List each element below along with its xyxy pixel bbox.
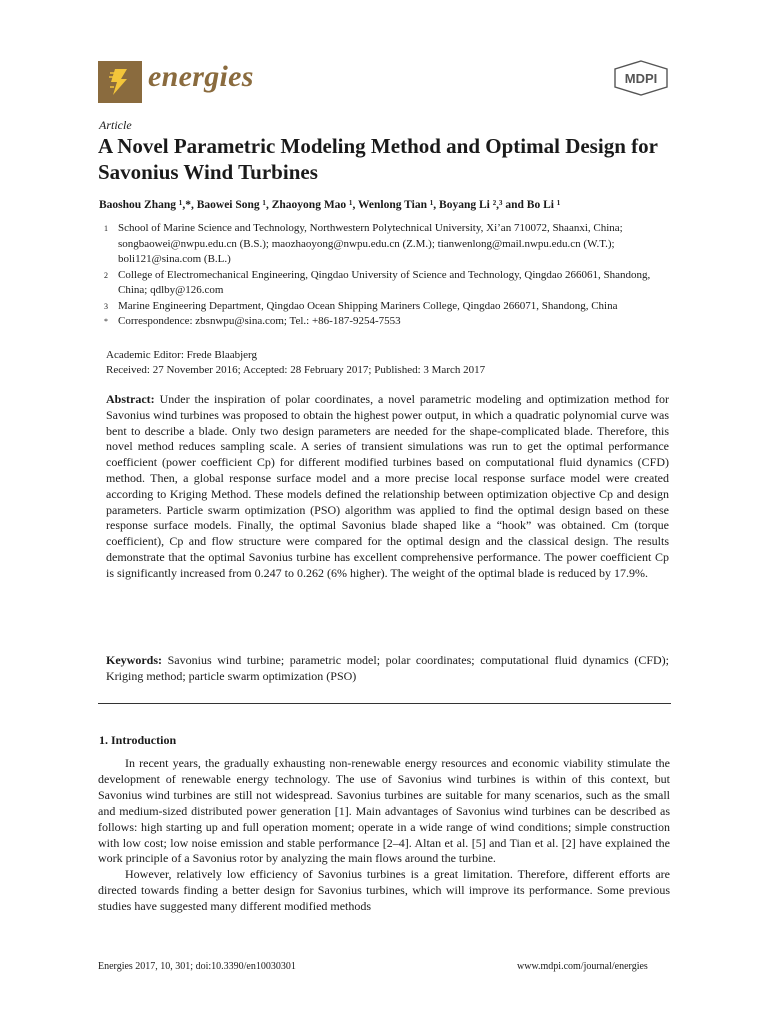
keywords bbox=[106, 653, 669, 685]
publisher-name: MDPI bbox=[624, 71, 658, 86]
publication-dates: Received: 27 November 2016; Accepted: 28 February 2017; Published: 3 March 2017 bbox=[106, 364, 486, 376]
affiliation-mark: 2 bbox=[104, 270, 108, 280]
body-paragraph: However, relatively low efficiency of Savonius turbines is a great limitation. Therefore, different efforts are directed towards finding a better design for Savonius turbines, which will improve its performance. Some previous studies have suggested many different modified methods bbox=[98, 867, 670, 914]
editorial-info bbox=[106, 348, 485, 378]
article-type: Article bbox=[99, 118, 132, 132]
affiliation-mark: 3 bbox=[104, 301, 108, 311]
publisher-logo bbox=[612, 60, 670, 96]
abstract-label: Abstract: bbox=[106, 392, 155, 406]
affiliation-item bbox=[104, 221, 674, 268]
affiliation-item bbox=[104, 299, 674, 315]
keywords-label: Keywords: bbox=[106, 653, 162, 667]
body-paragraph: In recent years, the gradually exhausting non-renewable energy resources and economic viability stimulate the development of renewable energy technology. The use of Savonius wind turbines is within of this context, but Savonius wind turbines are still not widespread. Savonius turbines are suitable for many scenarios, such as the small and medium-sized distributed power generation [1]. Main advantages of Savonius wind turbines can be described as follows: high starting up and full operation moment; operate in a wide range of wind conditions; simple construction with low cost; low noise emission and stable performance [2–4]. Altan et al. [5] and Tian et al. [2] have explained the work principle of a Savonius rotor by analyzing the main flows around the turbine. bbox=[98, 756, 670, 866]
affiliation-text: Correspondence: zbsnwpu@sina.com; Tel.: +86-187-9254-7553 bbox=[118, 315, 401, 327]
abstract bbox=[106, 392, 669, 582]
affiliations bbox=[104, 221, 674, 330]
paper-title: A Novel Parametric Modeling Method and Optimal Design for Savonius Wind Turbines bbox=[98, 134, 658, 184]
affiliation-text: Marine Engineering Department, Qingdao Ocean Shipping Mariners College, Qingdao 266071, Shandong, China bbox=[118, 299, 618, 312]
journal-name: energies bbox=[148, 60, 254, 93]
section-heading: 1. Introduction bbox=[99, 733, 177, 747]
affiliation-item bbox=[104, 268, 674, 299]
affiliation-item bbox=[104, 314, 674, 330]
academic-editor: Academic Editor: Frede Blaabjerg bbox=[106, 349, 257, 361]
introduction-body bbox=[98, 756, 670, 915]
affiliation-mark: 1 bbox=[104, 224, 108, 233]
section-divider bbox=[98, 703, 671, 704]
author-list: Baoshou Zhang ¹,*, Baowei Song ¹, Zhaoyong Mao ¹, Wenlong Tian ¹, Boyang Li ²,³ and Bo Li ¹ bbox=[99, 199, 561, 211]
footer-citation: Energies 2017, 10, 301; doi:10.3390/en10030301 bbox=[98, 961, 296, 972]
journal-logo-icon bbox=[98, 61, 142, 103]
affiliation-text: School of Marine Science and Technology, Northwestern Polytechnical University, Xi’an 710072, Shaanxi, China; songbaowei@nwpu.edu.cn (B.S.); maozhaoyong@nwpu.edu.cn (Z.M.); tianwenlong@mail.nwpu.edu.cn (W.T.); boli121@sina.com (B.L.) bbox=[118, 222, 623, 265]
affiliation-mark: * bbox=[104, 317, 108, 326]
affiliation-text: College of Electromechanical Engineering, Qingdao University of Science and Technology, Qingdao 266061, Shandong, China; qdlby@126.com bbox=[118, 268, 651, 296]
keywords-text: Savonius wind turbine; parametric model; polar coordinates; computational fluid dynamics (CFD); Kriging method; particle swarm optimization (PSO) bbox=[106, 653, 670, 683]
footer-url[interactable]: www.mdpi.com/journal/energies bbox=[517, 961, 648, 972]
abstract-text: Under the inspiration of polar coordinates, a novel parametric modeling and optimization method for Savonius wind turbines was proposed to obtain the highest power output, in which a quadratic polynomial curve was bent to describe a blade. Only two design parameters are needed for the shape-complicated blade. Therefore, this novel method reduces sampling scale. A series of transient simulations was run to get the optimal performance coefficient (power coefficient Cp) for different modified turbines based on computational fluid dynamics (CFD) method. Then, a global response surface model and a more precise local response surface model were created according to Kriging Method. These models defined the relationship between optimization objective Cp and design parameters. Particle swarm optimization (PSO) algorithm was applied to find the optimal design based on these response surface models. Finally, the optimal Savonius blade shaped like a “hook” was obtained. Cm (torque coefficient), Cp and flow structure were compared for the optimal design and the classical design. The results demonstrate that the optimal Savonius turbine has excellent comprehensive performance. The power coefficient Cp is significantly increased from 0.247 to 0.262 (6% higher). The weight of the optimal blade is reduced by 17.9%. bbox=[106, 392, 669, 580]
